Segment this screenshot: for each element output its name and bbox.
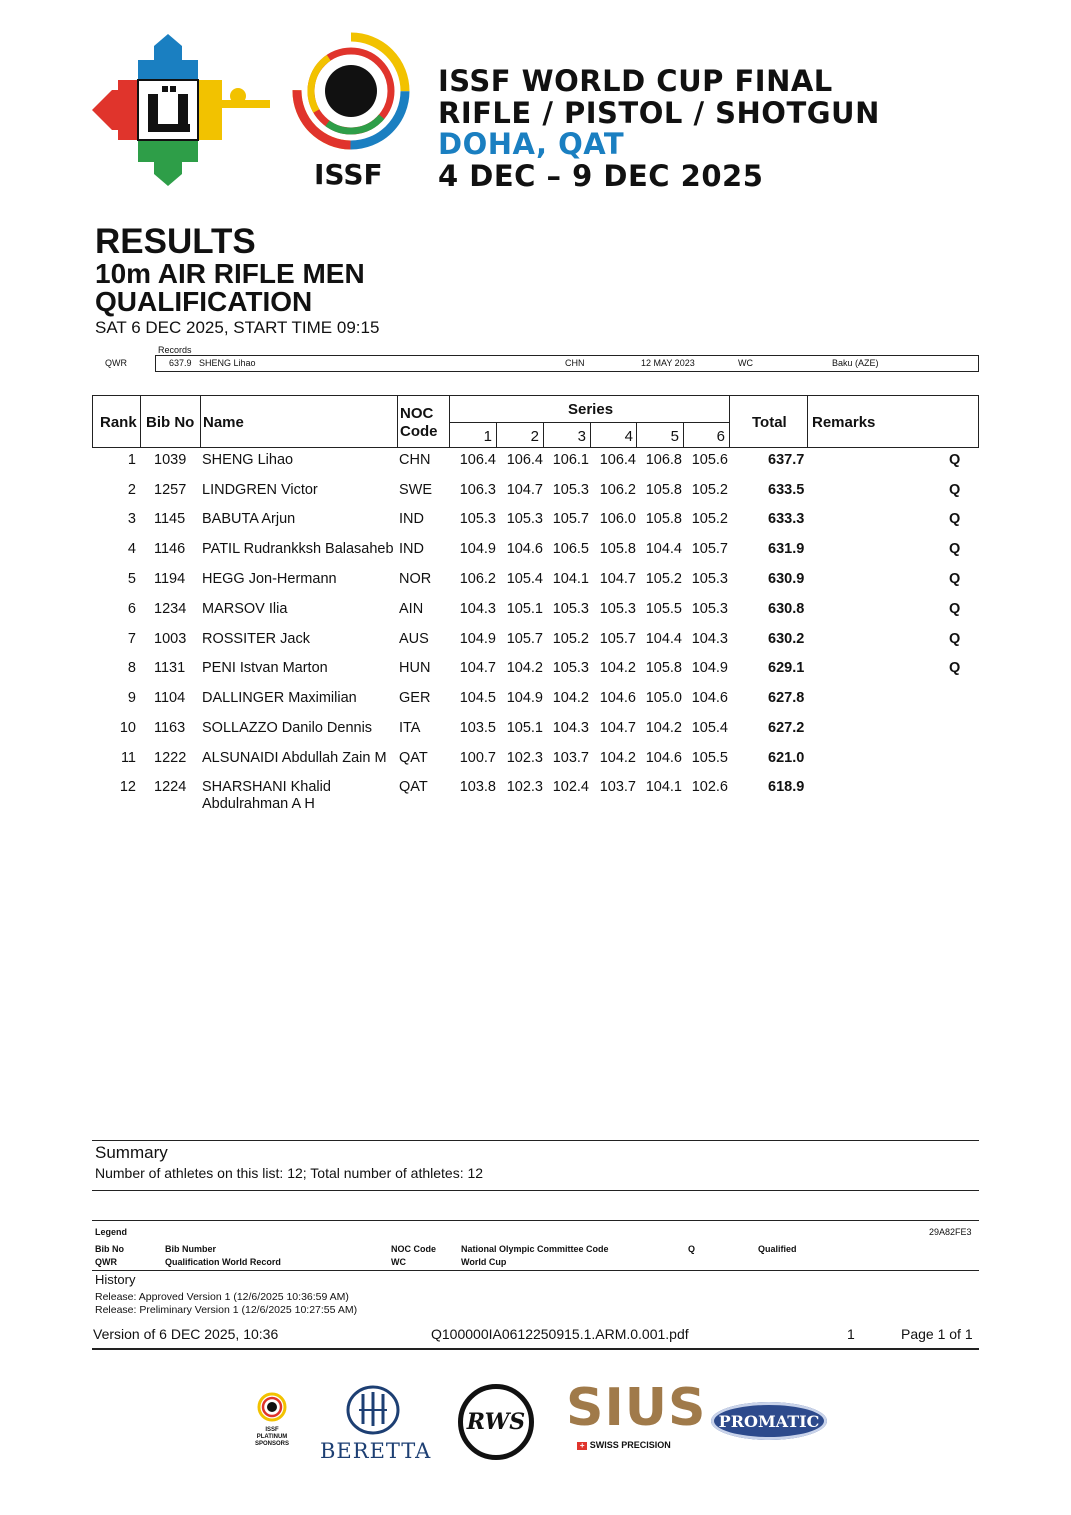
cell-bib: 1104	[154, 690, 186, 706]
legend-abbr: NOC Code	[391, 1244, 436, 1254]
cell-series-2: 102.3	[506, 750, 543, 766]
series-number: 2	[530, 428, 539, 445]
legend-desc: World Cup	[461, 1257, 507, 1267]
cell-name	[202, 601, 287, 618]
table-row	[92, 452, 979, 482]
athlete-name-cont: Abdulrahman A H	[202, 796, 315, 812]
cell-name	[202, 660, 328, 677]
series-number: 5	[670, 428, 679, 445]
record-score: 637.9	[169, 358, 192, 368]
cell-series-6: 104.9	[691, 660, 728, 676]
cell-bib: 1234	[154, 601, 187, 617]
cell-total: 621.0	[768, 750, 805, 766]
records-label: Records	[158, 345, 192, 355]
beretta-emblem-icon	[345, 1384, 401, 1436]
cell-series-6: 105.6	[691, 452, 728, 468]
cell-series-4: 105.8	[599, 541, 636, 557]
event-title-line2: RIFLE / PISTOL / SHOTGUN	[438, 95, 880, 130]
athlete-name: DALLINGER Maximilian	[202, 690, 357, 706]
cell-noc: AUS	[399, 631, 429, 647]
cell-series-6: 105.2	[691, 511, 728, 527]
athlete-name: ALSUNAIDI Abdullah Zain M	[202, 750, 387, 766]
cell-remark: Q	[949, 601, 961, 617]
cell-series-1: 106.4	[459, 452, 496, 468]
sius-subtitle: + SWISS PRECISION	[566, 1440, 682, 1450]
cell-series-4: 106.4	[599, 452, 636, 468]
legend-desc: Qualification World Record	[165, 1257, 281, 1267]
cell-total: 631.9	[768, 541, 805, 557]
cell-series-2: 104.2	[506, 660, 543, 676]
results-heading: RESULTS	[95, 222, 256, 261]
header-remarks: Remarks	[812, 414, 876, 431]
legend-code: 29A82FE3	[929, 1227, 972, 1237]
event-logo	[90, 30, 275, 190]
cell-rank: 1	[127, 452, 136, 468]
cell-series-6: 105.3	[691, 571, 728, 587]
cell-series-3: 105.3	[552, 601, 589, 617]
legend-title: Legend	[95, 1227, 128, 1237]
cell-bib: 1224	[154, 779, 187, 795]
cell-rank: 10	[119, 720, 136, 736]
table-row	[92, 690, 979, 720]
cell-series-6: 102.6	[691, 779, 728, 795]
cell-rank: 2	[127, 482, 136, 498]
header-total: Total	[752, 414, 787, 431]
table-row	[92, 660, 979, 690]
cell-noc: HUN	[399, 660, 431, 676]
cell-series-4: 105.3	[599, 601, 636, 617]
cell-remark: Q	[949, 452, 961, 468]
header-code: Code	[400, 423, 438, 440]
sponsor-text: PLATINUM	[256, 1434, 288, 1440]
cell-series-1: 100.7	[459, 750, 496, 766]
table-row	[92, 541, 979, 571]
cell-rank: 9	[127, 690, 136, 706]
legend-abbr: Q	[688, 1244, 696, 1254]
cell-rank: 6	[127, 601, 136, 617]
cell-name	[202, 571, 337, 588]
summary-title: Summary	[95, 1143, 168, 1162]
cell-series-2: 104.7	[506, 482, 543, 498]
issf-target-icon	[257, 1392, 287, 1422]
cell-series-4: 106.2	[599, 482, 636, 498]
cell-series-4: 104.7	[599, 571, 636, 587]
cell-series-4: 104.6	[599, 690, 636, 706]
cell-series-2: 105.1	[506, 720, 543, 736]
issf-platinum-sponsors-logo	[248, 1392, 296, 1448]
cell-series-3: 103.7	[552, 750, 589, 766]
table-row	[92, 571, 979, 601]
issf-logo	[290, 30, 412, 152]
table-row	[92, 482, 979, 512]
cell-noc: ITA	[399, 720, 421, 736]
table-row	[92, 720, 979, 750]
table-row	[92, 750, 979, 780]
cell-noc: GER	[399, 690, 431, 706]
cell-series-6: 105.7	[691, 541, 728, 557]
cell-total: 629.1	[768, 660, 805, 676]
cell-series-1: 103.8	[459, 779, 496, 795]
cell-remark: Q	[949, 541, 961, 557]
cell-name	[202, 541, 394, 558]
cell-bib: 1163	[154, 720, 186, 736]
event-title-line1: ISSF WORLD CUP FINAL	[438, 64, 833, 98]
sius-logo	[566, 1378, 707, 1450]
cell-series-5: 105.5	[645, 601, 682, 617]
cell-series-3: 106.1	[552, 452, 589, 468]
cell-bib: 1145	[154, 511, 186, 527]
cell-series-5: 105.0	[645, 690, 682, 706]
cell-remark: Q	[949, 482, 961, 498]
cell-bib: 1003	[154, 631, 187, 647]
series-number: 1	[483, 428, 492, 445]
cell-series-4: 105.7	[599, 631, 636, 647]
cell-remark: Q	[949, 631, 961, 647]
athlete-name: LINDGREN Victor	[202, 482, 318, 498]
athlete-name: BABUTA Arjun	[202, 511, 296, 527]
cell-total: 630.8	[768, 601, 805, 617]
legend-abbr: QWR	[95, 1257, 117, 1267]
table-row	[92, 631, 979, 661]
event-dates: 4 DEC – 9 DEC 2025	[438, 158, 764, 193]
record-date: 12 MAY 2023	[641, 358, 695, 368]
header-noc: NOC	[400, 405, 434, 422]
footer-number: 1	[847, 1326, 855, 1342]
cell-series-3: 104.2	[552, 690, 589, 706]
cell-series-6: 104.3	[691, 631, 728, 647]
record-venue: Baku (AZE)	[832, 358, 879, 368]
series-number: 6	[716, 428, 725, 445]
cell-bib: 1222	[154, 750, 187, 766]
cell-series-6: 104.6	[691, 690, 728, 706]
cell-noc: CHN	[399, 452, 431, 468]
cell-total: 633.3	[768, 511, 805, 527]
record-athlete: SHENG Lihao	[199, 358, 256, 368]
cell-bib: 1146	[154, 541, 186, 557]
table-row	[92, 779, 979, 812]
summary-text: Number of athletes on this list: 12; Total number of athletes: 12	[95, 1165, 484, 1181]
cell-bib: 1257	[154, 482, 187, 498]
cell-series-1: 104.7	[459, 660, 496, 676]
record-noc: CHN	[565, 358, 585, 368]
cell-series-6: 105.5	[691, 750, 728, 766]
cell-series-4: 104.7	[599, 720, 636, 736]
cell-series-5: 106.8	[645, 452, 682, 468]
header-rank: Rank	[100, 414, 137, 431]
cell-series-1: 104.9	[459, 541, 496, 557]
series-number: 4	[624, 428, 633, 445]
cell-series-4: 106.0	[599, 511, 636, 527]
header-name: Name	[203, 414, 244, 431]
cell-rank: 7	[127, 631, 136, 647]
cell-name	[202, 482, 318, 499]
cell-rank: 5	[127, 571, 136, 587]
cell-series-3: 102.4	[552, 779, 589, 795]
table-row	[92, 601, 979, 631]
history-title: History	[95, 1272, 136, 1287]
promatic-wordmark: PROMATIC	[718, 1411, 820, 1431]
cell-noc: IND	[399, 511, 424, 527]
cell-total: 618.9	[768, 779, 805, 795]
cell-series-3: 104.1	[552, 571, 589, 587]
cell-series-5: 105.8	[645, 511, 682, 527]
cell-series-5: 104.4	[645, 541, 682, 557]
cell-total: 633.5	[768, 482, 805, 498]
cell-series-2: 104.6	[506, 541, 543, 557]
swiss-flag-icon: +	[577, 1442, 587, 1450]
sius-wordmark: SIUS	[566, 1378, 707, 1438]
cell-series-5: 105.8	[645, 660, 682, 676]
beretta-logo	[320, 1384, 432, 1463]
athlete-name: HEGG Jon-Hermann	[202, 571, 337, 587]
cell-name	[202, 690, 357, 707]
cell-name	[202, 631, 310, 648]
cell-series-2: 104.9	[506, 690, 543, 706]
history-line: Release: Preliminary Version 1 (12/6/2025 10:27:55 AM)	[95, 1304, 358, 1316]
cell-noc: QAT	[399, 750, 428, 766]
start-time: SAT 6 DEC 2025, START TIME 09:15	[95, 318, 380, 337]
cell-noc: SWE	[399, 482, 433, 498]
cell-series-2: 102.3	[506, 779, 543, 795]
phase-name: QUALIFICATION	[95, 286, 313, 317]
footer-version: Version of 6 DEC 2025, 10:36	[93, 1326, 279, 1342]
cell-series-1: 104.3	[459, 601, 496, 617]
cell-series-3: 105.3	[552, 482, 589, 498]
event-title	[438, 66, 880, 192]
cell-name	[202, 720, 372, 737]
sponsor-text: ISSF	[265, 1427, 279, 1433]
cell-rank: 4	[127, 541, 136, 557]
cell-series-6: 105.2	[691, 482, 728, 498]
event-name: 10m AIR RIFLE MEN	[95, 258, 365, 289]
cell-series-5: 105.2	[645, 571, 682, 587]
rws-wordmark: RWS	[466, 1409, 526, 1435]
cell-noc: QAT	[399, 779, 428, 795]
cell-series-4: 104.2	[599, 750, 636, 766]
cell-series-2: 105.4	[506, 571, 543, 587]
legend-desc: Bib Number	[165, 1244, 217, 1254]
cell-remark: Q	[949, 511, 961, 527]
athlete-name: PATIL Rudrankksh Balasaheb	[202, 541, 394, 557]
cell-bib: 1194	[154, 571, 186, 587]
cell-series-2: 105.7	[506, 631, 543, 647]
cell-series-1: 106.3	[459, 482, 496, 498]
cell-series-5: 104.6	[645, 750, 682, 766]
cell-bib: 1039	[154, 452, 187, 468]
table-row	[92, 511, 979, 541]
cell-series-3: 105.3	[552, 660, 589, 676]
cell-series-4: 104.2	[599, 660, 636, 676]
athlete-name: PENI Istvan Marton	[202, 660, 328, 676]
cell-total: 630.2	[768, 631, 805, 647]
athlete-name: ROSSITER Jack	[202, 631, 310, 647]
legend-desc: Qualified	[758, 1244, 797, 1254]
cell-total: 630.9	[768, 571, 805, 587]
sponsor-text: SPONSORS	[254, 1441, 289, 1447]
cell-series-6: 105.4	[691, 720, 728, 736]
cell-series-2: 106.4	[506, 452, 543, 468]
cell-rank: 8	[127, 660, 136, 676]
athlete-name: SOLLAZZO Danilo Dennis	[202, 720, 373, 736]
cell-total: 627.8	[768, 690, 805, 706]
athlete-name: SHARSHANI Khalid	[202, 779, 331, 795]
rws-logo	[458, 1384, 534, 1460]
cell-rank: 11	[120, 750, 136, 766]
beretta-wordmark: BERETTA	[320, 1439, 432, 1463]
cell-series-5: 104.2	[645, 720, 682, 736]
cell-total: 627.2	[768, 720, 805, 736]
footer-filename: Q100000IA0612250915.1.ARM.0.001.pdf	[431, 1326, 689, 1342]
legend-desc: National Olympic Committee Code	[461, 1244, 609, 1254]
cell-series-6: 105.3	[691, 601, 728, 617]
cell-series-3: 106.5	[552, 541, 589, 557]
header-series: Series	[568, 401, 614, 418]
history-line: Release: Approved Version 1 (12/6/2025 10:36:59 AM)	[95, 1291, 349, 1303]
results-table-header	[92, 395, 979, 448]
cell-noc: IND	[399, 541, 424, 557]
cell-rank: 3	[127, 511, 136, 527]
athlete-name: SHENG Lihao	[202, 452, 294, 468]
cell-series-5: 104.4	[645, 631, 682, 647]
legend-abbr: WC	[391, 1257, 406, 1267]
cell-rank: 12	[119, 779, 136, 795]
cell-noc: NOR	[399, 571, 432, 587]
cell-name	[202, 750, 387, 767]
cell-noc: AIN	[399, 601, 424, 617]
legend-abbr: Bib No	[95, 1244, 124, 1254]
cell-series-1: 104.9	[459, 631, 496, 647]
cell-series-3: 105.7	[552, 511, 589, 527]
cell-series-2: 105.1	[506, 601, 543, 617]
cell-series-2: 105.3	[506, 511, 543, 527]
cell-name	[202, 511, 295, 528]
cell-series-1: 105.3	[459, 511, 496, 527]
cell-series-3: 105.2	[552, 631, 589, 647]
cell-series-5: 105.8	[645, 482, 682, 498]
cell-series-1: 106.2	[459, 571, 496, 587]
athlete-name: MARSOV Ilia	[202, 601, 288, 617]
record-type: QWR	[105, 358, 127, 368]
cell-total: 637.7	[768, 452, 805, 468]
issf-wordmark: ISSF	[314, 158, 383, 191]
cell-series-1: 104.5	[459, 690, 496, 706]
header-bib: Bib No	[146, 414, 195, 431]
footer-page: Page 1 of 1	[901, 1326, 973, 1342]
cell-bib: 1131	[154, 660, 186, 676]
cell-series-1: 103.5	[459, 720, 496, 736]
record-competition: WC	[738, 358, 753, 368]
cell-series-3: 104.3	[552, 720, 589, 736]
cell-name	[202, 452, 293, 469]
series-number: 3	[577, 428, 586, 445]
cell-name	[202, 779, 331, 813]
promatic-logo	[711, 1402, 827, 1440]
record-box	[155, 355, 979, 372]
cell-remark: Q	[949, 571, 961, 587]
event-location: DOHA, QAT	[438, 127, 625, 161]
cell-remark: Q	[949, 660, 961, 676]
cell-series-4: 103.7	[599, 779, 636, 795]
cell-series-5: 104.1	[645, 779, 682, 795]
